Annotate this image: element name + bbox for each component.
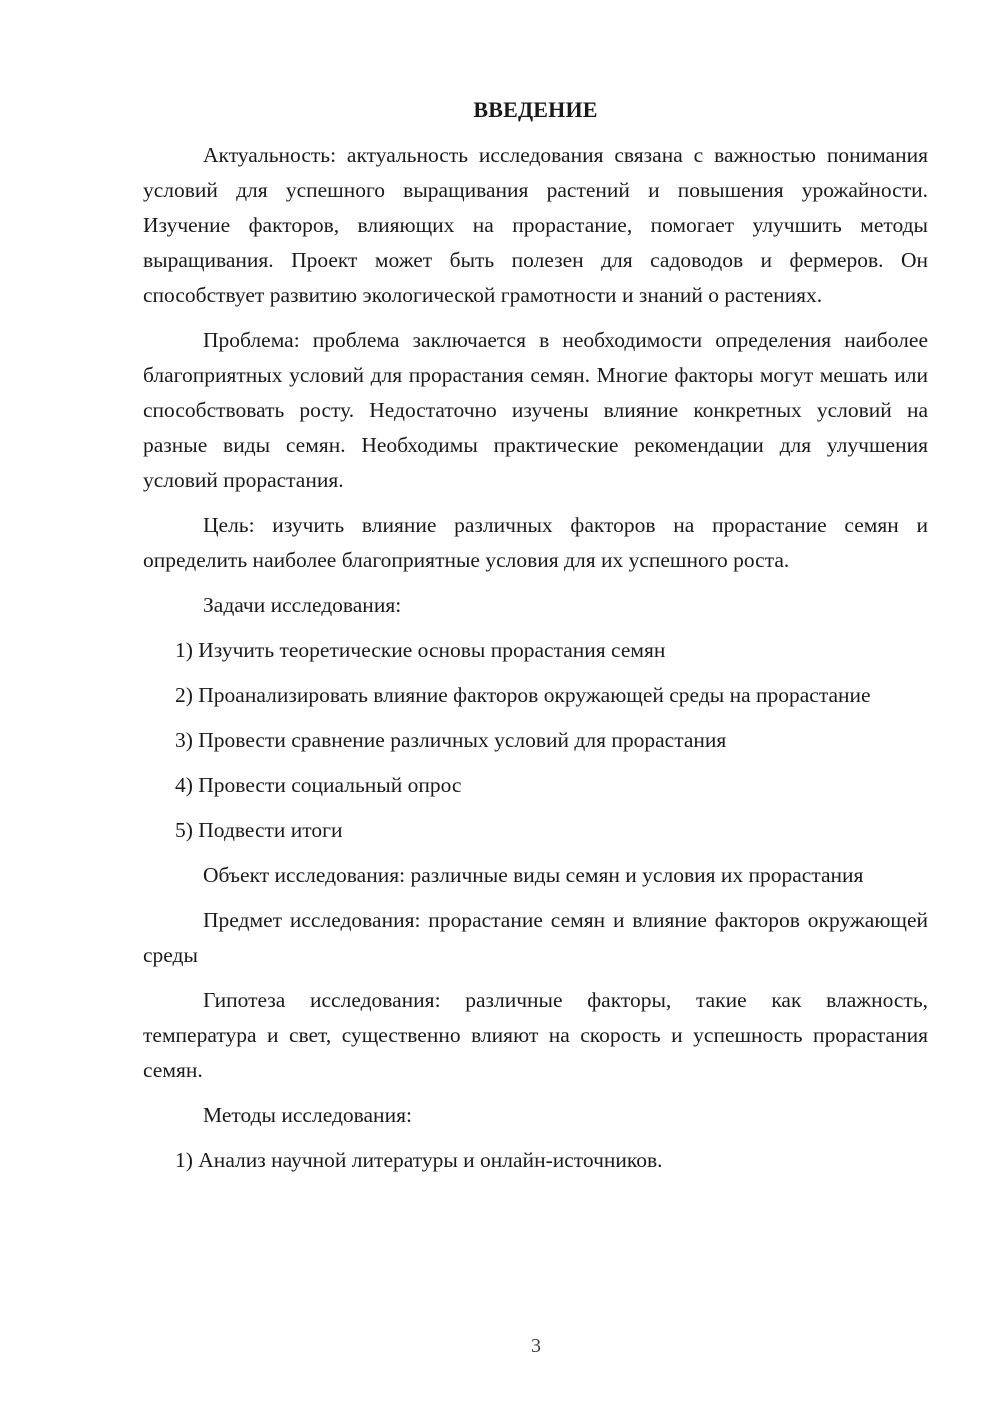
problem-paragraph: Проблема: проблема заключается в необходимости определения наиболее благоприятных условий для прорастания семян. Многие факторы могут мешать или способствовать росту. Недостаточно изучены влияние конкретных условий на разные виды семян. Необходимы практические рекомендации для улучшения условий прорастания. xyxy=(143,328,928,492)
section-title: ВВЕДЕНИЕ xyxy=(473,97,598,122)
task-item-3: 3) Провести сравнение различных условий для прорастания xyxy=(175,728,727,752)
document-page xyxy=(143,94,928,1188)
task-item-1: 1) Изучить теоретические основы прорастания семян xyxy=(175,638,666,662)
hypothesis-paragraph: Гипотеза исследования: различные факторы, такие как влажность, температура и свет, существенно влияют на скорость и успешность прорастания семян. xyxy=(143,988,928,1082)
method-item-1: 1) Анализ научной литературы и онлайн-источников. xyxy=(175,1148,663,1172)
page-number: 3 xyxy=(531,1335,541,1357)
task-item-4: 4) Провести социальный опрос xyxy=(175,773,462,797)
task-item-5: 5) Подвести итоги xyxy=(175,818,343,842)
goal-paragraph: Цель: изучить влияние различных факторов на прорастание семян и определить наиболее благоприятные условия для их успешного роста. xyxy=(143,513,928,572)
relevance-paragraph: Актуальность: актуальность исследования связана с важностью понимания условий для успешного выращивания растений и повышения урожайности. Изучение факторов, влияющих на прорастание, помогает улучшить методы выращивания. Проект может быть полезен для садоводов и фермеров. Он способствует развитию экологической грамотности и знаний о растениях. xyxy=(143,143,928,307)
task-item-2: 2) Проанализировать влияние факторов окружающей среды на прорастание xyxy=(175,683,871,707)
tasks-heading: Задачи исследования: xyxy=(203,593,402,617)
subject-paragraph: Предмет исследования: прорастание семян и влияние факторов окружающей среды xyxy=(143,908,928,967)
methods-heading: Методы исследования: xyxy=(203,1103,412,1127)
object-paragraph: Объект исследования: различные виды семян и условия их прорастания xyxy=(203,863,864,887)
